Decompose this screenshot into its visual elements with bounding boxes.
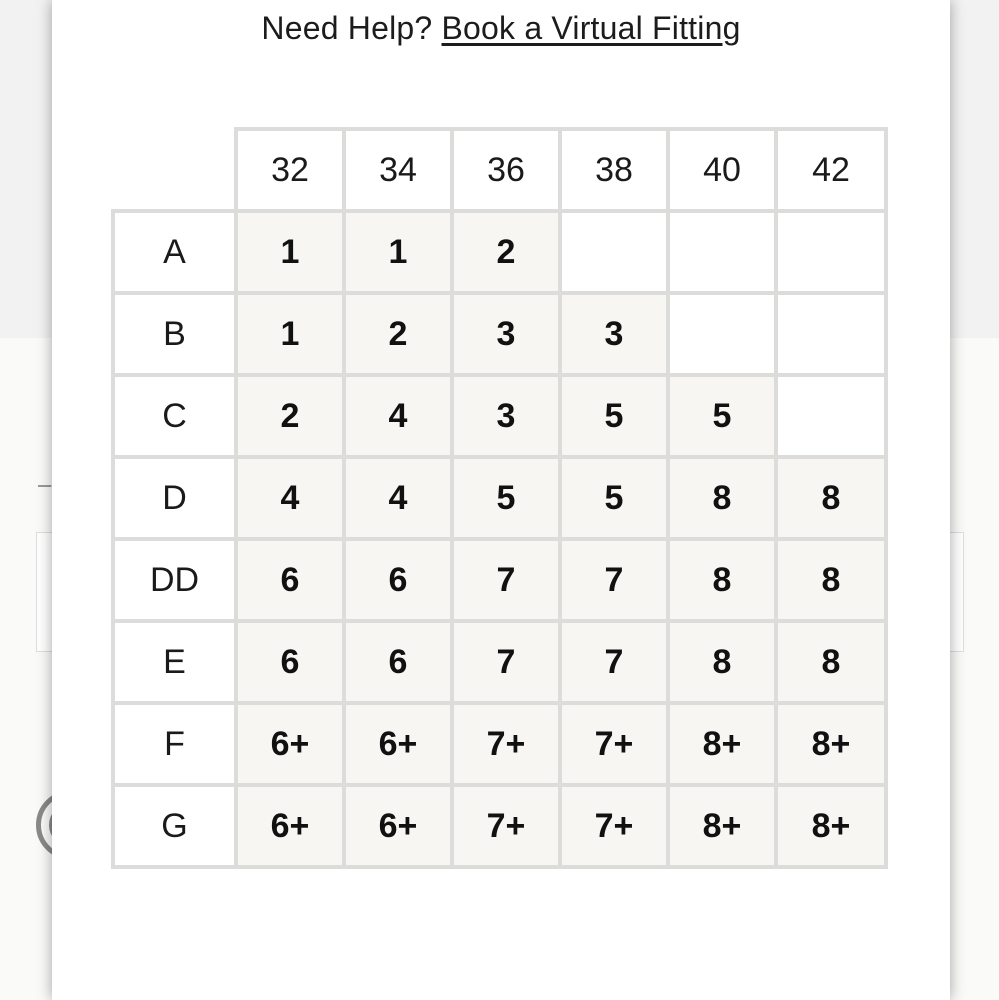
size-value-cell: 7 — [452, 621, 560, 703]
size-value-cell: 5 — [560, 457, 668, 539]
empty-size-cell — [560, 211, 668, 293]
size-value-cell: 5 — [668, 375, 776, 457]
size-value-cell: 8 — [668, 621, 776, 703]
cup-size-label: D — [113, 457, 236, 539]
book-virtual-fitting-link[interactable]: Book a Virtual Fitting — [441, 10, 741, 46]
size-value-cell: 8+ — [668, 703, 776, 785]
size-value-cell: 7 — [452, 539, 560, 621]
cup-size-row — [113, 293, 886, 375]
cup-size-row — [113, 457, 886, 539]
size-value-cell: 6+ — [344, 703, 452, 785]
help-line — [52, 10, 950, 47]
size-value-cell: 7+ — [560, 703, 668, 785]
size-value-cell: 4 — [344, 457, 452, 539]
band-size-header-row — [113, 129, 886, 211]
cup-size-label: A — [113, 211, 236, 293]
cup-size-row — [113, 785, 886, 867]
size-value-cell: 6 — [236, 621, 344, 703]
size-value-cell: 8 — [776, 457, 886, 539]
cup-size-label: B — [113, 293, 236, 375]
size-value-cell: 4 — [344, 375, 452, 457]
band-size-header: 36 — [452, 129, 560, 211]
empty-size-cell — [776, 375, 886, 457]
empty-size-cell — [668, 293, 776, 375]
cup-size-label: G — [113, 785, 236, 867]
size-value-cell: 8+ — [776, 785, 886, 867]
empty-size-cell — [776, 293, 886, 375]
size-value-cell: 8 — [776, 621, 886, 703]
size-value-cell: 7+ — [452, 785, 560, 867]
size-value-cell: 2 — [344, 293, 452, 375]
background-link — [38, 462, 51, 490]
size-value-cell: 6 — [344, 621, 452, 703]
empty-size-cell — [668, 211, 776, 293]
size-value-cell: 8 — [668, 457, 776, 539]
size-value-cell: 5 — [452, 457, 560, 539]
size-value-cell: 7 — [560, 621, 668, 703]
size-value-cell: 6+ — [344, 785, 452, 867]
cup-size-row — [113, 539, 886, 621]
cup-size-label: DD — [113, 539, 236, 621]
size-value-cell: 6+ — [236, 703, 344, 785]
band-size-header: 38 — [560, 129, 668, 211]
size-value-cell: 3 — [452, 375, 560, 457]
cup-size-label: E — [113, 621, 236, 703]
size-value-cell: 4 — [236, 457, 344, 539]
size-value-cell: 1 — [236, 211, 344, 293]
size-value-cell: 3 — [560, 293, 668, 375]
band-size-header: 32 — [236, 129, 344, 211]
size-value-cell: 8+ — [776, 703, 886, 785]
cup-size-label: C — [113, 375, 236, 457]
size-value-cell: 2 — [236, 375, 344, 457]
cup-size-row — [113, 375, 886, 457]
size-value-cell: 6 — [236, 539, 344, 621]
size-value-cell: 3 — [452, 293, 560, 375]
size-value-cell: 8 — [668, 539, 776, 621]
band-size-header: 42 — [776, 129, 886, 211]
size-value-cell: 7+ — [560, 785, 668, 867]
empty-size-cell — [776, 211, 886, 293]
table-corner — [113, 129, 236, 211]
size-value-cell: 5 — [560, 375, 668, 457]
help-prefix: Need Help? — [261, 10, 433, 46]
size-value-cell: 7+ — [452, 703, 560, 785]
size-value-cell: 8 — [776, 539, 886, 621]
size-value-cell: 6 — [344, 539, 452, 621]
size-value-cell: 7 — [560, 539, 668, 621]
size-value-cell: 1 — [344, 211, 452, 293]
size-value-cell: 1 — [236, 293, 344, 375]
size-value-cell: 2 — [452, 211, 560, 293]
band-size-header: 40 — [668, 129, 776, 211]
size-value-cell: 6+ — [236, 785, 344, 867]
size-chart-table — [111, 127, 888, 869]
band-size-header: 34 — [344, 129, 452, 211]
cup-size-row — [113, 211, 886, 293]
cup-size-row — [113, 703, 886, 785]
cup-size-label: F — [113, 703, 236, 785]
cup-size-row — [113, 621, 886, 703]
size-value-cell: 8+ — [668, 785, 776, 867]
